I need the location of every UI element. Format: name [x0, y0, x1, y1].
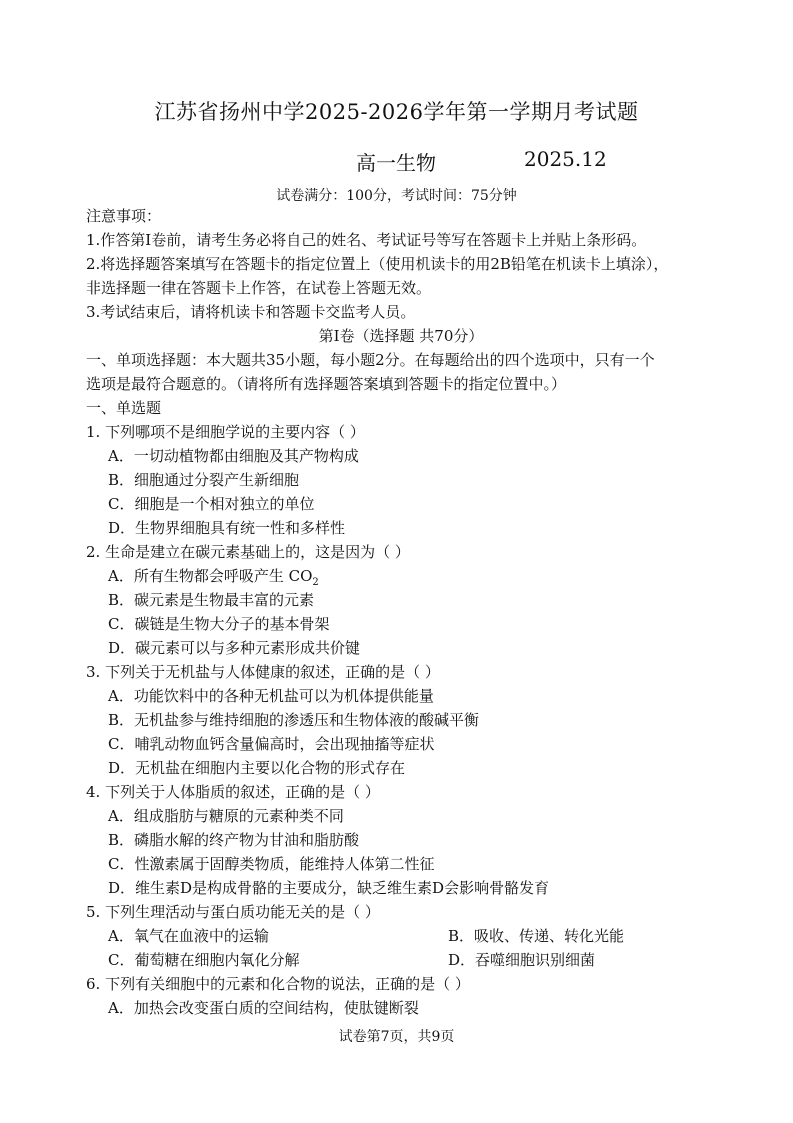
exam-date: 2025.12 [524, 147, 607, 171]
question-option: A．加热会改变蛋白质的空间结构，使肽键断裂 [108, 999, 419, 1017]
question-option: C．性激素属于固醇类物质，能维持人体第二性征 [108, 855, 435, 873]
exam-title: 江苏省扬州中学2025-2026学年第一学期月考试题 [154, 100, 639, 124]
section-intro: 选项是最符合题意的。（请将所有选择题答案填到答题卡的指定位置中。） [86, 375, 567, 393]
question-option: B．无机盐参与维持细胞的渗透压和生物体液的酸碱平衡 [108, 711, 480, 729]
option-text: A．所有生物都会呼吸产生 CO [108, 567, 313, 585]
question-option: D．维生素D是构成骨骼的主要成分，缺乏维生素D会影响骨骼发育 [108, 879, 550, 897]
option-row [86, 948, 716, 972]
question-stem: 4. 下列关于人体脂质的叙述，正确的是（ ） [86, 783, 380, 801]
subject-label: 高一生物 [356, 151, 436, 175]
question-stem: 1. 下列哪项不是细胞学说的主要内容（ ） [86, 423, 365, 441]
question-option: D．无机盐在细胞内主要以化合物的形式存在 [108, 759, 406, 777]
question-option: D．吞噬细胞识别细菌 [448, 951, 596, 969]
question-stem: 5. 下列生理活动与蛋白质功能无关的是（ ） [86, 903, 380, 921]
question-stem: 2. 生命是建立在碳元素基础上的，这是因为（ ） [86, 543, 410, 561]
question-option: A．功能饮料中的各种无机盐可以为机体提供能量 [108, 687, 434, 705]
question-option: B．吸收、传递、转化光能 [448, 927, 625, 945]
question-option: D．碳元素可以与多种元素形成共价键 [108, 639, 361, 657]
subscript: 2 [312, 577, 319, 588]
notice-item: 1.作答第I卷前，请考生务必将自己的姓名、考试证号等写在答题卡上并贴上条形码。 [86, 231, 647, 249]
notice-item: 非选择题一律在答题卡上作答，在试卷上答题无效。 [86, 279, 432, 297]
exam-body [86, 204, 716, 1020]
question-option: C．哺乳动物血钙含量偏高时，会出现抽搐等症状 [108, 735, 435, 753]
question-stem: 3. 下列关于无机盐与人体健康的叙述，正确的是（ ） [86, 663, 440, 681]
question-option: B．磷脂水解的终产物为甘油和脂肪酸 [108, 831, 360, 849]
question-stem: 6. 下列有关细胞中的元素和化合物的说法，正确的是（ ） [86, 975, 470, 993]
notice-item: 2.将选择题答案填写在答题卡的指定位置上（使用机读卡的用2B铅笔在机读卡上填涂）， [86, 255, 669, 273]
question-option: B．碳元素是生物最丰富的元素 [108, 591, 315, 609]
notice-heading: 注意事项： [86, 207, 162, 225]
question-option: B．细胞通过分裂产生新细胞 [108, 471, 300, 489]
question-option: A．一切动植物都由细胞及其产物构成 [108, 447, 359, 465]
question-option: C．细胞是一个相对独立的单位 [108, 495, 315, 513]
question-option: A．氧气在血液中的运输 [108, 927, 269, 945]
exam-subtitle [356, 147, 607, 176]
question-option: A．组成脂肪与糖原的元素种类不同 [108, 807, 344, 825]
section-title: 第I卷（选择题 共70分） [318, 327, 484, 345]
question-option: C．葡萄糖在细胞内氧化分解 [108, 951, 300, 969]
page-footer: 试卷第7页，共9页 [338, 1029, 455, 1045]
question-option: D．生物界细胞具有统一性和多样性 [108, 519, 346, 537]
notice-item: 3.考试结束后，请将机读卡和答题卡交监考人员。 [86, 303, 416, 321]
score-info: 试卷满分：100分，考试时间：75分钟 [276, 188, 517, 204]
section-subheading: 一、单选题 [86, 399, 162, 417]
option-row [86, 924, 716, 948]
question-option: C．碳链是生物大分子的基本骨架 [108, 615, 330, 633]
question-option [86, 564, 716, 588]
section-intro: 一、单项选择题：本大题共35小题，每小题2分。在每题给出的四个选项中，只有一个 [86, 351, 655, 369]
